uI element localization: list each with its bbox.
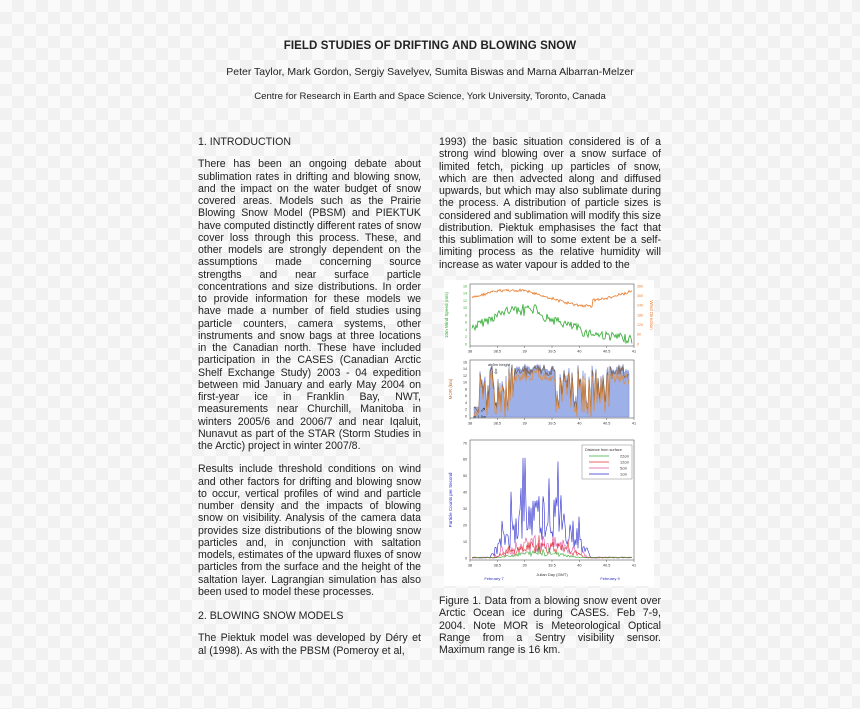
y-tick-label: 10 bbox=[463, 380, 467, 385]
y-tick-label: 4 bbox=[465, 327, 467, 332]
legend bbox=[582, 445, 632, 479]
y-tick-label: 120 bbox=[637, 322, 643, 327]
y-tick-label: 0 bbox=[465, 556, 467, 561]
x-axis-label: Julian Day (GMT) bbox=[536, 572, 568, 577]
x-tick-label: 40 bbox=[577, 421, 582, 426]
x-tick-label: 38 bbox=[467, 421, 473, 426]
annotation-bottom-arrow: ⇗ bbox=[480, 407, 486, 414]
y-tick-label: 40 bbox=[463, 490, 467, 495]
date-label-right: February 9 bbox=[600, 576, 620, 581]
y-tick-label: 10 bbox=[463, 306, 467, 311]
y-tick-label: 0 bbox=[465, 342, 467, 347]
affiliation: Centre for Research in Earth and Space Science, York University, Toronto, Canada bbox=[254, 91, 606, 102]
left-column bbox=[198, 136, 421, 657]
x-tick-label: 41 bbox=[631, 349, 637, 354]
y-tick-label: 60 bbox=[637, 332, 641, 337]
y-tick-label: 12 bbox=[463, 373, 467, 378]
intro-paragraph-2: Results include threshold conditions on wind and other factors for drifting and blowing snow to occur, vertical profiles of wind and particle number density and the impacts of blowing snow on visibility. Analysis of the camera data provides size distributions of the blowing snow particles and, in conjunction with saltation models, estimates of the upward fluxes of snow particles from the surface and the height of the saltation layer. Lagrangian simulation has also been used to model these processes. bbox=[198, 463, 421, 598]
y-tick-label: 360 bbox=[637, 284, 643, 289]
figure-caption: Figure 1. Data from a blowing snow event over Arctic Ocean ice during CASES. Feb 7-9, 2004. Note MOR is Meteorological Optical Range from a Sentry visibility sensor. Maximum range is 16 km. bbox=[439, 595, 661, 656]
x-tick-label: 39.5 bbox=[548, 349, 556, 354]
annotation-top-arrow: ⇩ bbox=[493, 369, 499, 376]
x-tick-label: 39.5 bbox=[548, 421, 556, 426]
legend-entry-1cm: 1cm bbox=[620, 472, 628, 477]
x-tick-label: 38.5 bbox=[493, 421, 502, 426]
x-tick-label: 40 bbox=[577, 563, 582, 568]
y-tick-label: 8 bbox=[465, 313, 467, 318]
annotation-top: at 5m height bbox=[488, 362, 511, 367]
panel-wind-ylabel-left: 10m Wind Speed (m/s) bbox=[444, 291, 449, 339]
x-tick-label: 38 bbox=[467, 349, 473, 354]
y-tick-label: 16 bbox=[463, 284, 467, 289]
right-column-text bbox=[439, 136, 661, 271]
x-tick-label: 39 bbox=[522, 349, 527, 354]
y-tick-label: 0 bbox=[465, 414, 467, 419]
y-tick-label: 16 bbox=[463, 360, 467, 365]
x-tick-label: 39 bbox=[522, 563, 527, 568]
y-tick-label: 30 bbox=[463, 507, 467, 512]
figure-1 bbox=[444, 280, 654, 586]
legend-entry-5cm: 5cm bbox=[620, 466, 628, 471]
y-tick-label: 0 bbox=[637, 342, 639, 347]
right-paragraph-1: 1993) the basic situation considered is of a strong wind blowing over a snow surface of limited fetch, picking up particles of snow, which are then advected along and diffused upwards, but which may also sublimate during the process. A distribution of particle sizes is considered and sublimation will modify this size distribution. Piektuk emphasises the fact that this sublimation will to some extent be a self-limiting process as the relative humidity will increase as water vapour is added to the bbox=[439, 136, 661, 271]
legend-title: Distance from surface bbox=[585, 448, 622, 452]
y-tick-label: 20 bbox=[463, 523, 467, 528]
x-tick-label: 39 bbox=[522, 421, 527, 426]
x-tick-label: 38.5 bbox=[493, 563, 502, 568]
y-tick-label: 60 bbox=[463, 457, 467, 462]
annotation-bottom: at 1.5m bbox=[473, 414, 487, 419]
y-tick-label: 8 bbox=[465, 387, 467, 392]
models-paragraph-1: The Piektuk model was developed by Déry et al (1998). As with the PBSM (Pomeroy et al, bbox=[198, 632, 421, 657]
y-tick-label: 70 bbox=[463, 441, 467, 446]
y-tick-label: 2 bbox=[465, 407, 467, 412]
x-tick-label: 40.5 bbox=[602, 349, 611, 354]
y-tick-label: 6 bbox=[465, 320, 467, 325]
x-tick-label: 40 bbox=[577, 349, 582, 354]
y-tick-label: 300 bbox=[637, 293, 643, 298]
x-tick-label: 40.5 bbox=[602, 421, 611, 426]
panel-wind-ylabel-right: Wind Direction bbox=[649, 300, 654, 330]
y-tick-label: 50 bbox=[463, 474, 467, 479]
section-heading-blowing-snow-models: 2. BLOWING SNOW MODELS bbox=[198, 610, 344, 622]
x-tick-label: 40.5 bbox=[602, 563, 611, 568]
legend-entry-12cm: 12cm bbox=[620, 460, 630, 465]
x-tick-label: 38.5 bbox=[493, 349, 502, 354]
section-heading-introduction: 1. INTRODUCTION bbox=[198, 136, 291, 148]
y-tick-label: 4 bbox=[465, 400, 467, 405]
x-tick-label: 38 bbox=[467, 563, 473, 568]
y-tick-label: 10 bbox=[463, 539, 467, 544]
y-tick-label: 12 bbox=[463, 298, 467, 303]
y-tick-label: 180 bbox=[637, 313, 643, 318]
panel-counts-ylabel: Particle Counts per Second bbox=[448, 472, 453, 528]
y-tick-label: 14 bbox=[463, 367, 467, 372]
date-label-left: February 7 bbox=[484, 576, 504, 581]
paper-title: FIELD STUDIES OF DRIFTING AND BLOWING SNOW bbox=[283, 40, 577, 52]
intro-paragraph-1: There has been an ongoing debate about sublimation rates in drifting and blowing snow, and the impact on the water budget of snow covered areas. Models such as the Prairie Blowing Snow Model (PBSM) and PIEKTUK have computed distinctly different rates of snow cover loss through this process. These, and other models are strongly dependent on the assumptions made concerning source strengths and near surface particle concentrations and size distributions. In order to provide information for these models we have made a number of field studies using particle counters, camera systems, other instruments and snow bags at three locations in the Canadian north. These have included participation in the CASES (Canadian Arctic Shelf Exchange Study) 2003 - 04 expedition between mid January and early May 2004 on first-year ice in Franklin Bay, NWT, measurements near Churchill, Manitoba in winters 2005/6 and 2006/7 and near Iqaluit, Nunavut as part of the STAR (Storm Studies in the Arctic) project in winter 2007/8. bbox=[198, 158, 421, 452]
y-tick-label: 6 bbox=[465, 394, 467, 399]
panel-mor-ylabel: MOR (km) bbox=[448, 378, 453, 400]
y-tick-label: 2 bbox=[465, 335, 467, 340]
y-tick-label: 240 bbox=[637, 303, 643, 308]
author-list: Peter Taylor, Mark Gordon, Sergiy Savelyev, Sumita Biswas and Marna Albarran-Melzer bbox=[226, 66, 634, 78]
y-tick-label: 14 bbox=[463, 291, 467, 296]
legend-entry-22cm: 22cm bbox=[620, 454, 630, 459]
x-tick-label: 41 bbox=[631, 421, 637, 426]
x-tick-label: 39.5 bbox=[548, 563, 556, 568]
x-tick-label: 41 bbox=[631, 563, 637, 568]
